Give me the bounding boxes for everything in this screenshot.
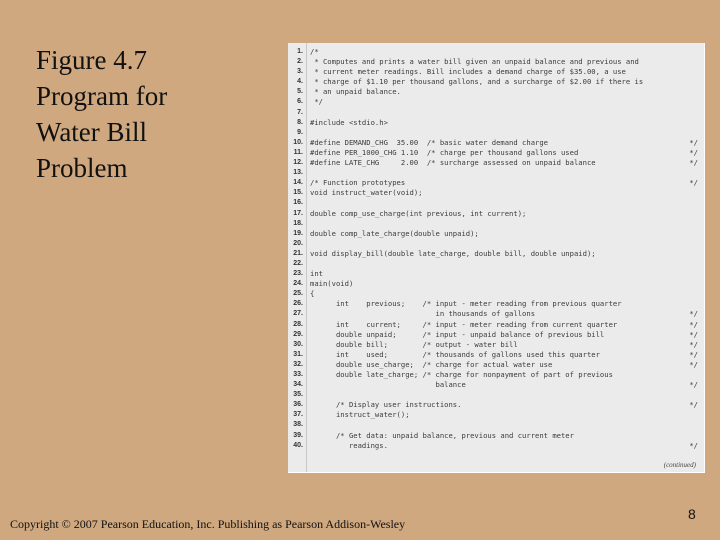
line-code-text: * current meter readings. Bill includes a demand charge of $35.00, a use <box>310 67 626 77</box>
line-number: 8. <box>297 118 303 126</box>
line-code-text: #include <stdio.h> <box>310 117 388 127</box>
line-code-text: in thousands of gallons <box>310 309 536 319</box>
line-number: 9. <box>297 128 303 136</box>
line-comment-end: */ <box>689 400 698 410</box>
line-code-text: int current; /* input - meter reading from current quarter <box>310 319 618 329</box>
line-number: 11. <box>293 148 303 156</box>
line-comment-end: */ <box>689 440 698 450</box>
line-number: 33. <box>293 371 303 378</box>
line-comment-end: */ <box>689 309 698 319</box>
line-number: 35. <box>293 391 303 399</box>
line-code-text: void display_bill(double late_charge, double bill, double unpaid); <box>310 248 596 258</box>
line-number: 15. <box>293 189 303 197</box>
slide-title-line: Water Bill <box>36 117 148 147</box>
line-code-text: double use_charge; /* charge for actual water use <box>310 359 553 369</box>
line-number: 4. <box>297 78 303 86</box>
line-code-text: */ <box>310 97 323 107</box>
line-number: 22. <box>293 259 303 267</box>
line-number: 27. <box>293 310 303 318</box>
code-line <box>288 97 704 107</box>
line-number: 10. <box>293 138 303 146</box>
line-number: 5. <box>297 88 303 96</box>
code-line <box>288 441 704 451</box>
line-number: 3. <box>297 68 303 76</box>
line-number: 32. <box>293 360 303 368</box>
code-line <box>288 108 704 118</box>
code-line <box>288 249 704 259</box>
line-code-text: #define LATE_CHG 2.00 /* surcharge assessed on unpaid balance <box>310 158 596 168</box>
slide-title-line: Problem <box>36 153 128 183</box>
line-number: 36. <box>293 401 303 409</box>
code-line <box>288 128 704 138</box>
line-code-text: main(void) <box>310 279 354 289</box>
line-code-text: balance <box>310 380 466 390</box>
code-line <box>288 47 704 57</box>
code-line <box>288 400 704 410</box>
code-line <box>288 269 704 279</box>
code-line <box>288 360 704 370</box>
code-line <box>288 209 704 219</box>
line-code-text: * charge of $1.10 per thousand gallons, and a surcharge of $2.00 if there is <box>310 77 644 87</box>
code-line <box>288 340 704 350</box>
code-line <box>288 370 704 380</box>
line-number: 18. <box>293 219 303 227</box>
line-number: 34. <box>293 381 303 389</box>
line-number: 40. <box>293 441 303 449</box>
line-code-text: /* Get data: unpaid balance, previous and current meter <box>310 430 574 440</box>
line-number: 14. <box>293 179 303 187</box>
line-number: 23. <box>293 270 303 278</box>
code-lines <box>288 47 704 451</box>
line-code-text: { <box>310 289 315 299</box>
line-code-text: readings. <box>310 440 388 450</box>
line-code-text: double comp_use_charge(int previous, int current); <box>310 208 527 218</box>
code-line <box>288 229 704 239</box>
line-code-text: double late_charge; /* charge for nonpayment of part of previous <box>310 370 613 379</box>
line-code-text: * Computes and prints a water bill given an unpaid balance and previous and <box>310 57 639 67</box>
code-line <box>288 410 704 420</box>
code-line <box>288 87 704 97</box>
line-number: 7. <box>297 108 303 116</box>
line-code-text: void instruct_water(void); <box>310 188 423 198</box>
line-number: 26. <box>293 300 303 308</box>
code-line <box>288 279 704 289</box>
slide-title-line: Figure 4.7 <box>36 45 147 75</box>
code-line <box>288 148 704 158</box>
line-comment-end: */ <box>689 339 698 349</box>
code-line <box>288 219 704 229</box>
code-line <box>288 67 704 77</box>
line-number: 6. <box>297 98 303 106</box>
slide-title-line: Program for <box>36 81 168 111</box>
line-number: 38. <box>293 421 303 429</box>
code-line <box>288 168 704 178</box>
code-line <box>288 350 704 360</box>
line-number: 13. <box>293 169 303 177</box>
line-comment-end: */ <box>689 359 698 369</box>
code-listing-panel <box>288 43 705 473</box>
code-line <box>288 380 704 390</box>
line-comment-end: */ <box>689 349 698 359</box>
line-code-text: int <box>310 269 323 279</box>
code-line <box>288 118 704 128</box>
line-code-text: #define DEMAND_CHG 35.00 /* basic water demand charge <box>310 137 548 147</box>
code-line <box>288 431 704 441</box>
line-comment-end: */ <box>689 178 698 188</box>
line-code-text: instruct_water(); <box>310 410 410 420</box>
line-number: 21. <box>293 249 303 257</box>
code-line <box>288 77 704 87</box>
code-line <box>288 420 704 430</box>
line-number: 19. <box>293 229 303 237</box>
line-comment-end: */ <box>689 329 698 339</box>
line-comment-end: */ <box>689 147 698 157</box>
line-number: 24. <box>293 280 303 288</box>
line-code-text: double comp_late_charge(double unpaid); <box>310 228 479 238</box>
line-number: 20. <box>293 239 303 247</box>
page-number: 8 <box>688 506 696 522</box>
line-number: 2. <box>297 58 303 66</box>
code-line <box>288 320 704 330</box>
code-line <box>288 330 704 340</box>
continued-label: (continued) <box>663 461 696 469</box>
line-code-text: double bill; /* output - water bill <box>310 339 518 349</box>
line-number: 39. <box>293 431 303 439</box>
code-line <box>288 299 704 309</box>
line-code-text: #define PER_1000_CHG 1.10 /* charge per thousand gallons used <box>310 147 579 157</box>
line-number: 16. <box>293 199 303 207</box>
code-line <box>288 259 704 269</box>
slide-title <box>36 42 276 186</box>
line-code-text: /* <box>310 47 319 56</box>
code-line <box>288 198 704 208</box>
line-code-text: int previous; /* input - meter reading from previous quarter <box>310 299 622 309</box>
copyright-footer: Copyright © 2007 Pearson Education, Inc. Publishing as Pearson Addison-Wesley <box>10 517 406 531</box>
line-comment-end: */ <box>689 137 698 147</box>
line-number: 25. <box>293 290 303 298</box>
line-code-text: * an unpaid balance. <box>310 87 401 97</box>
line-number: 28. <box>293 320 303 328</box>
line-number: 17. <box>293 209 303 217</box>
code-line <box>288 57 704 67</box>
code-line <box>288 178 704 188</box>
line-number: 12. <box>293 159 303 167</box>
line-number: 30. <box>293 340 303 348</box>
line-number: 29. <box>293 330 303 338</box>
code-line <box>288 309 704 319</box>
code-line <box>288 188 704 198</box>
line-comment-end: */ <box>689 380 698 390</box>
line-number: 1. <box>297 48 303 55</box>
line-number: 31. <box>293 350 303 358</box>
code-line <box>288 239 704 249</box>
line-comment-end: */ <box>689 158 698 168</box>
line-code-text: int used; /* thousands of gallons used this quarter <box>310 349 600 359</box>
line-number: 37. <box>293 411 303 419</box>
line-code-text: /* Display user instructions. <box>310 400 462 410</box>
code-line <box>288 138 704 148</box>
line-code-text: /* Function prototypes <box>310 178 406 188</box>
line-code-text: double unpaid; /* input - unpaid balance of previous bill <box>310 329 605 339</box>
code-line <box>288 289 704 299</box>
code-line <box>288 390 704 400</box>
line-comment-end: */ <box>689 319 698 329</box>
code-line <box>288 158 704 168</box>
